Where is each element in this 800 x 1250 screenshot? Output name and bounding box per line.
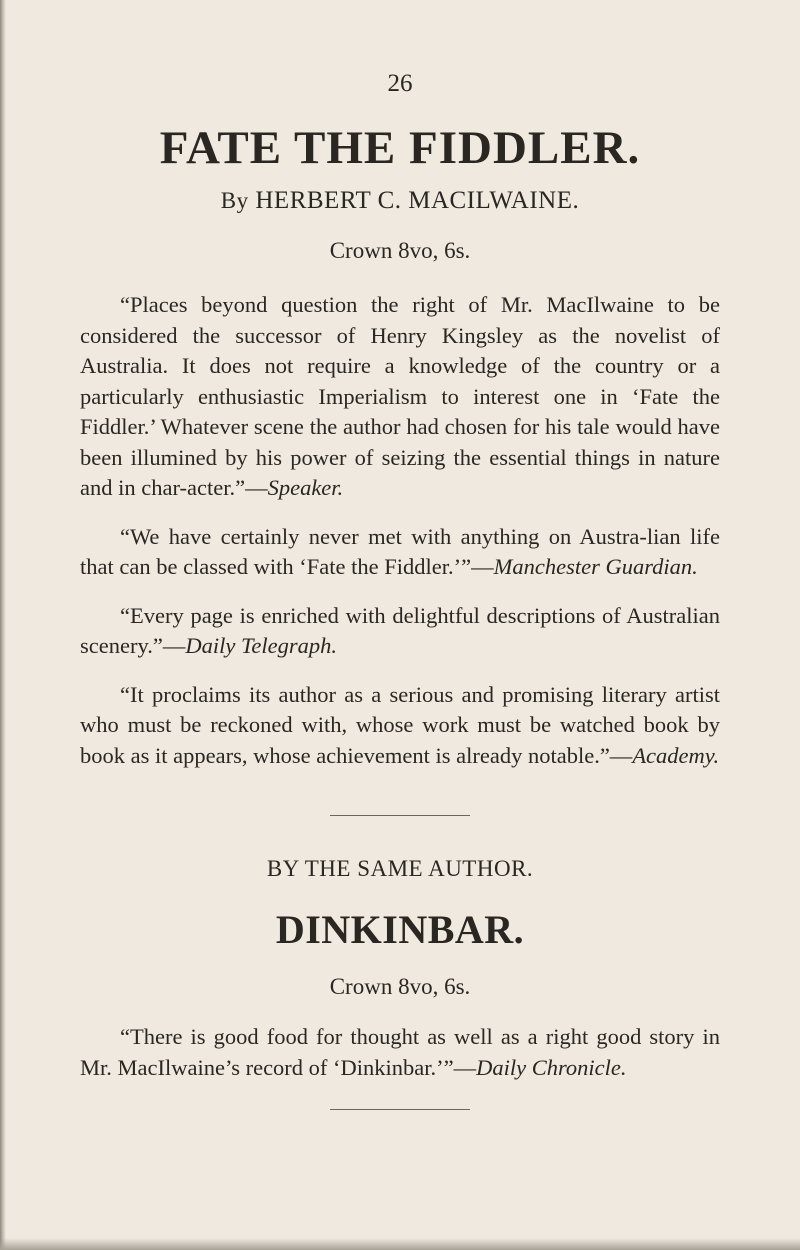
book-title: FATE THE FIDDLER. bbox=[159, 122, 641, 174]
review-quote bbox=[80, 290, 720, 504]
review-text: “We have certainly never met with anything on Austra-lian life that can be classed with ‘Fate the Fiddler.’”— bbox=[80, 523, 720, 579]
review-source: Daily Chronicle. bbox=[476, 1054, 627, 1080]
review-quote bbox=[80, 1022, 720, 1083]
page-binding-edge bbox=[0, 0, 6, 1250]
review-quote bbox=[80, 680, 720, 772]
review-text: “Places beyond question the right of Mr. MacIlwaine to be considered the successor of Henry Kingsley as the novelist of Australia. It does not require a knowledge of the country or a particularly enthusiastic Imperialism to interest one in ‘Fate the Fiddler.’ Whatever scene the author had chosen for his tale would have been illumined by his power of seizing the essential things in nature and in char-acter.”— bbox=[80, 292, 720, 500]
review-quote bbox=[80, 522, 720, 583]
author-name: HERBERT C. MACILWAINE. bbox=[255, 187, 580, 214]
review-text: “There is good food for thought as well as a right good story in Mr. MacIlwaine’s record of ‘Dinkinbar.’”— bbox=[80, 1024, 720, 1080]
book-price: Crown 8vo, 6s. bbox=[329, 238, 471, 263]
review-quote bbox=[80, 601, 720, 662]
page-bottom-edge bbox=[0, 1238, 800, 1250]
review-source: Daily Telegraph. bbox=[185, 633, 338, 658]
byline-prefix: By bbox=[220, 188, 249, 213]
section-divider bbox=[330, 815, 470, 816]
byline bbox=[80, 184, 720, 218]
review-text: “Every page is enriched with delightful descriptions of Australian scenery.”— bbox=[80, 602, 720, 658]
same-author-heading: BY THE SAME AUTHOR. bbox=[266, 856, 534, 881]
page-number: 26 bbox=[387, 70, 413, 97]
review-source: Manchester Guardian. bbox=[493, 554, 698, 579]
second-book-title: DINKINBAR. bbox=[275, 907, 525, 952]
page-content bbox=[80, 120, 720, 1110]
second-book-price: Crown 8vo, 6s. bbox=[329, 974, 471, 999]
review-source: Speaker. bbox=[267, 475, 344, 500]
review-text: “It proclaims its author as a serious and promising literary artist who must be reckoned with, whose work must be watched book by book as it appears, whose achievement is already notable.”— bbox=[80, 681, 720, 768]
review-source: Academy. bbox=[632, 742, 720, 768]
end-divider bbox=[330, 1109, 470, 1110]
